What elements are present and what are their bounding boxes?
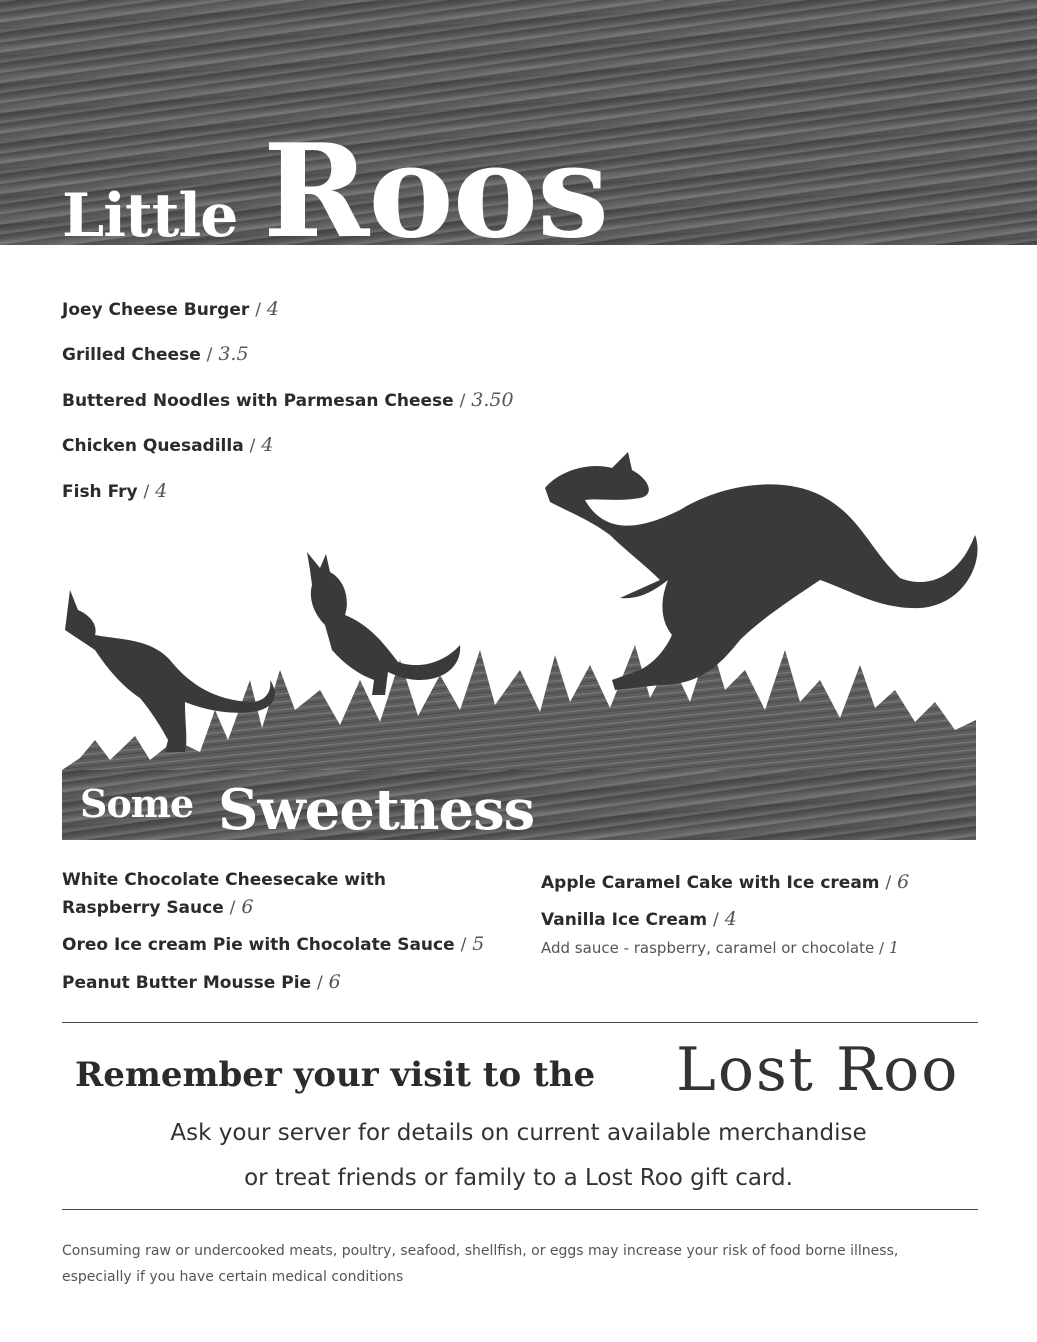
- dessert-item-price: 6: [328, 971, 341, 993]
- menu-item-price: 4: [266, 298, 279, 320]
- promo-line-2: or treat friends or family to a Lost Roo gift card.: [244, 1165, 793, 1191]
- menu-item-price: 4: [155, 480, 168, 502]
- dessert-item-price: 6: [897, 871, 910, 893]
- menu-item: Grilled Cheese / 3.5: [62, 343, 249, 365]
- dessert-item-price: 4: [724, 908, 737, 930]
- dessert-item: Peanut Butter Mousse Pie / 6: [62, 971, 341, 993]
- dessert-item: Apple Caramel Cake with Ice cream / 6: [541, 871, 910, 893]
- dessert-item: Oreo Ice cream Pie with Chocolate Sauce / 5: [62, 933, 485, 955]
- title-little: Little: [62, 181, 238, 251]
- kangaroo-large-icon: [545, 452, 978, 690]
- divider: [62, 1209, 978, 1210]
- divider: [62, 1022, 978, 1023]
- menu-item-price: 4: [261, 434, 274, 456]
- title-sweetness: Sweetness: [218, 777, 535, 843]
- dessert-item: White Chocolate Cheesecake with Raspberry Sauce / 6: [62, 870, 387, 918]
- dessert-item-price: 6: [241, 896, 254, 918]
- title-roos: Roos: [263, 117, 609, 267]
- promo-line-1: Ask your server for details on current available merchandise: [170, 1120, 867, 1146]
- title-some: Some: [80, 781, 194, 826]
- menu-item: Buttered Noodles with Parmesan Cheese / 3.50: [62, 389, 514, 411]
- dessert-item-price: 5: [472, 933, 485, 955]
- menu-item-price: 3.5: [218, 343, 249, 365]
- kangaroo-medium-icon: [307, 552, 460, 695]
- menu-item: Joey Cheese Burger / 4: [62, 298, 279, 320]
- menu-item: Chicken Quesadilla / 4: [62, 434, 274, 456]
- remember-heading: Remember your visit to the: [75, 1055, 596, 1095]
- disclaimer: Consuming raw or undercooked meats, poultry, seafood, shellfish, or eggs may increase your risk of food borne illness, especially if you have certain medical conditions: [62, 1243, 899, 1285]
- menu-item-price: 3.50: [471, 389, 514, 411]
- dessert-item: Vanilla Ice Cream / 4: [541, 908, 737, 930]
- lost-roo-logo: Lost Roo: [676, 1035, 960, 1105]
- sauce-note-price: 1: [888, 938, 899, 957]
- sauce-note: Add sauce - raspberry, caramel or chocolate / 1: [541, 938, 899, 957]
- menu-item: Fish Fry / 4: [62, 480, 168, 502]
